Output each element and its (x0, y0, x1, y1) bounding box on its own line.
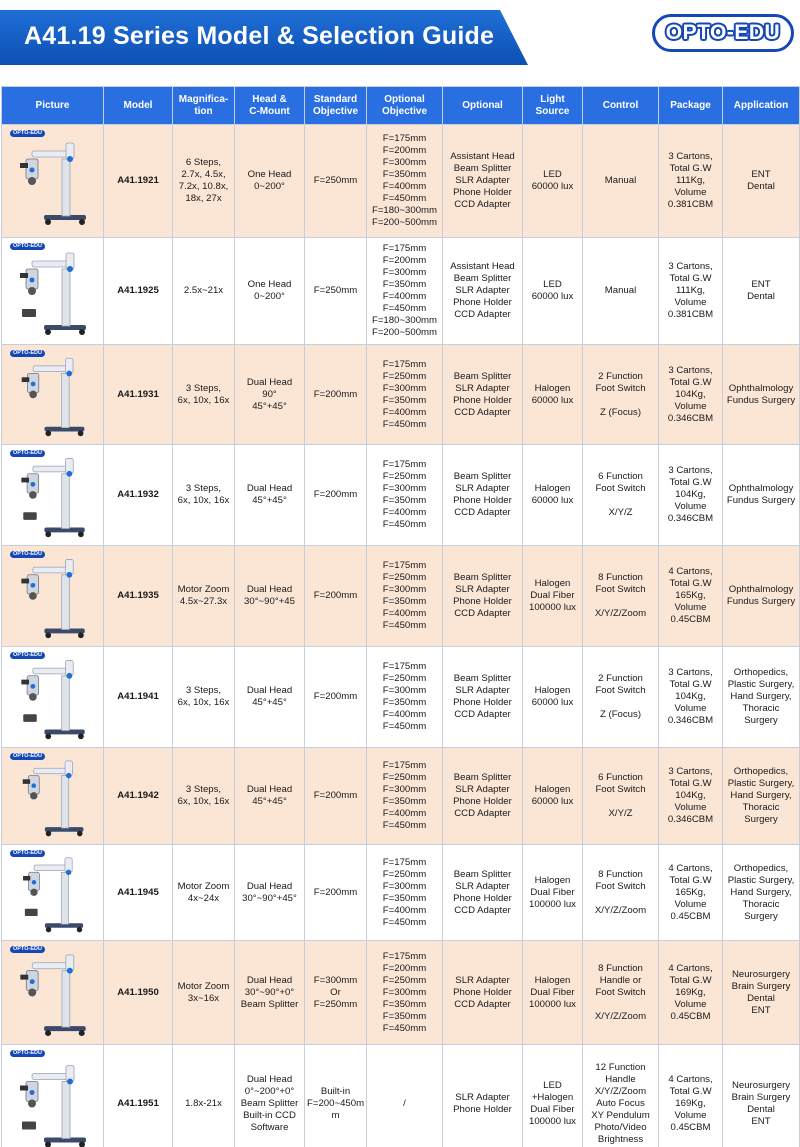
picture-cell (2, 345, 104, 445)
optional-objective-cell: F=175mm F=250mm F=300mm F=350mm F=400mm F=450mm (367, 845, 443, 941)
table-row (2, 647, 800, 748)
microscope-image (4, 647, 104, 743)
optional-objective-cell: / (367, 1045, 443, 1147)
control-cell: 8 Function Foot Switch X/Y/Z/Zoom (583, 546, 659, 647)
model-cell: A41.1945 (104, 845, 173, 941)
column-header-model: Model (104, 87, 173, 125)
table-row (2, 125, 800, 238)
picture-wrap (4, 1045, 101, 1147)
head-cell: Dual Head 30°~90°+45 (235, 546, 305, 647)
head-cell: Dual Head 45°+45° (235, 445, 305, 546)
mini-logo: OPTO-EDU (10, 130, 45, 137)
picture-wrap (4, 941, 101, 1044)
light-source-cell: Halogen Dual Fiber 100000 lux (523, 941, 583, 1045)
application-cell: Neurosurgery Brain Surgery Dental ENT (723, 941, 800, 1045)
table-row (2, 345, 800, 445)
microscope-image (4, 748, 104, 840)
package-cell: 4 Cartons, Total G.W 165Kg, Volume 0.45CBM (659, 845, 723, 941)
table-row (2, 748, 800, 845)
model-cell: A41.1950 (104, 941, 173, 1045)
optional-objective-cell: F=175mm F=250mm F=300mm F=350mm F=400mm F=450mm (367, 445, 443, 546)
application-cell: Ophthalmology Fundus Surgery (723, 445, 800, 546)
table-row (2, 238, 800, 345)
picture-wrap (4, 445, 101, 545)
package-cell: 3 Cartons, Total G.W 104Kg, Volume 0.346CBM (659, 445, 723, 546)
package-cell: 3 Cartons, Total G.W 104Kg, Volume 0.346CBM (659, 647, 723, 748)
mini-logo: OPTO-EDU (10, 946, 45, 953)
optional-cell: Beam Splitter SLR Adapter Phone Holder CCD Adapter (443, 546, 523, 647)
microscope-image (4, 941, 104, 1040)
light-source-cell: Halogen 60000 lux (523, 647, 583, 748)
microscope-image (4, 345, 104, 440)
package-cell: 3 Cartons, Total G.W 104Kg, Volume 0.346CBM (659, 748, 723, 845)
picture-cell (2, 1045, 104, 1147)
head-cell: Dual Head 45°+45° (235, 647, 305, 748)
application-cell: Orthopedics, Plastic Surgery, Hand Surgery, Thoracic Surgery (723, 647, 800, 748)
mini-logo: OPTO-EDU (10, 350, 45, 357)
standard-objective-cell: F=200mm (305, 845, 367, 941)
optional-objective-cell: F=175mm F=200mm F=300mm F=350mm F=400mm F=450mm F=180~300mm F=200~500mm (367, 238, 443, 345)
column-header-head-c-mount: Head & C-Mount (235, 87, 305, 125)
application-cell: Neurosurgery Brain Surgery Dental ENT (723, 1045, 800, 1147)
light-source-cell: Halogen Dual Fiber 100000 lux (523, 546, 583, 647)
head-cell: Dual Head 45°+45° (235, 748, 305, 845)
column-header-application: Application (723, 87, 800, 125)
optional-cell: SLR Adapter Phone Holder CCD Adapter (443, 941, 523, 1045)
magnification-cell: 3 Steps, 6x, 10x, 16x (173, 647, 235, 748)
picture-cell (2, 445, 104, 546)
package-cell: 4 Cartons, Total G.W 169Kg, Volume 0.45CBM (659, 1045, 723, 1147)
light-source-cell: LED 60000 lux (523, 125, 583, 238)
optional-cell: Assistant Head Beam Splitter SLR Adapter Phone Holder CCD Adapter (443, 125, 523, 238)
light-source-cell: Halogen Dual Fiber 100000 lux (523, 845, 583, 941)
model-cell: A41.1932 (104, 445, 173, 546)
magnification-cell: 3 Steps, 6x, 10x, 16x (173, 445, 235, 546)
application-cell: ENT Dental (723, 238, 800, 345)
head-cell: Dual Head 30°~90°+45° (235, 845, 305, 941)
magnification-cell: Motor Zoom 4x~24x (173, 845, 235, 941)
optional-objective-cell: F=175mm F=200mm F=250mm F=300mm F=350mm F=350mm F=450mm (367, 941, 443, 1045)
column-header-optional-objective: Optional Objective (367, 87, 443, 125)
model-cell: A41.1951 (104, 1045, 173, 1147)
mini-logo: OPTO-EDU (10, 850, 45, 857)
head-cell: Dual Head 90° 45°+45° (235, 345, 305, 445)
head-cell: One Head 0~200° (235, 238, 305, 345)
standard-objective-cell: F=250mm (305, 238, 367, 345)
column-header-light-source: Light Source (523, 87, 583, 125)
control-cell: 12 Function Handle X/Y/Z/Zoom Auto Focus XY Pendulum Photo/Video Brightness (583, 1045, 659, 1147)
control-cell: 8 Function Foot Switch X/Y/Z/Zoom (583, 845, 659, 941)
picture-wrap (4, 345, 101, 444)
column-header-control: Control (583, 87, 659, 125)
table-row (2, 845, 800, 941)
column-header-optional: Optional (443, 87, 523, 125)
column-header-standard-objective: Standard Objective (305, 87, 367, 125)
optional-objective-cell: F=175mm F=250mm F=300mm F=350mm F=400mm F=450mm (367, 647, 443, 748)
optional-objective-cell: F=175mm F=250mm F=300mm F=350mm F=400mm F=450mm (367, 345, 443, 445)
picture-wrap (4, 125, 101, 237)
application-cell: Ophthalmology Fundus Surgery (723, 546, 800, 647)
magnification-cell: 2.5x~21x (173, 238, 235, 345)
light-source-cell: LED +Halogen Dual Fiber 100000 lux (523, 1045, 583, 1147)
standard-objective-cell: F=200mm (305, 647, 367, 748)
standard-objective-cell: F=200mm (305, 345, 367, 445)
optional-objective-cell: F=175mm F=200mm F=300mm F=350mm F=400mm F=450mm F=180~300mm F=200~500mm (367, 125, 443, 238)
control-cell: 6 Function Foot Switch X/Y/Z (583, 445, 659, 546)
package-cell: 3 Cartons, Total G.W 104Kg, Volume 0.346CBM (659, 345, 723, 445)
picture-wrap (4, 546, 101, 646)
picture-wrap (4, 845, 101, 940)
optional-cell: SLR Adapter Phone Holder (443, 1045, 523, 1147)
mini-logo: OPTO-EDU (10, 652, 45, 659)
light-source-cell: Halogen 60000 lux (523, 748, 583, 845)
mini-logo: OPTO-EDU (10, 450, 45, 457)
picture-cell (2, 845, 104, 941)
application-cell: ENT Dental (723, 125, 800, 238)
model-cell: A41.1942 (104, 748, 173, 845)
head-cell: One Head 0~200° (235, 125, 305, 238)
microscope-image (4, 1045, 104, 1147)
light-source-cell: LED 60000 lux (523, 238, 583, 345)
column-header-package: Package (659, 87, 723, 125)
microscope-image (4, 845, 104, 936)
mini-logo: OPTO-EDU (10, 753, 45, 760)
magnification-cell: Motor Zoom 4.5x~27.3x (173, 546, 235, 647)
optional-cell: Beam Splitter SLR Adapter Phone Holder CCD Adapter (443, 748, 523, 845)
control-cell: 8 Function Handle or Foot Switch X/Y/Z/Zoom (583, 941, 659, 1045)
package-cell: 3 Cartons, Total G.W 111Kg, Volume 0.381CBM (659, 125, 723, 238)
standard-objective-cell: Built-in F=200~450m m (305, 1045, 367, 1147)
magnification-cell: 6 Steps, 2.7x, 4.5x, 7.2x, 10.8x, 18x, 27x (173, 125, 235, 238)
package-cell: 4 Cartons, Total G.W 165Kg, Volume 0.45CBM (659, 546, 723, 647)
application-cell: Ophthalmology Fundus Surgery (723, 345, 800, 445)
picture-cell (2, 941, 104, 1045)
control-cell: Manual (583, 238, 659, 345)
logo-text: OPTO-EDU (665, 21, 781, 44)
standard-objective-cell: F=300mm Or F=250mm (305, 941, 367, 1045)
optional-objective-cell: F=175mm F=250mm F=300mm F=350mm F=400mm F=450mm (367, 546, 443, 647)
table-row (2, 445, 800, 546)
package-cell: 3 Cartons, Total G.W 111Kg, Volume 0.381CBM (659, 238, 723, 345)
microscope-image (4, 238, 104, 340)
picture-wrap (4, 647, 101, 747)
mini-logo: OPTO-EDU (10, 551, 45, 558)
picture-cell (2, 238, 104, 345)
model-cell: A41.1931 (104, 345, 173, 445)
head-cell: Dual Head 30°~90°+0° Beam Splitter (235, 941, 305, 1045)
table-row (2, 1045, 800, 1147)
microscope-image (4, 546, 104, 642)
optional-cell: Beam Splitter SLR Adapter Phone Holder CCD Adapter (443, 647, 523, 748)
table-row (2, 941, 800, 1045)
table-row (2, 546, 800, 647)
picture-wrap (4, 238, 101, 344)
picture-cell (2, 748, 104, 845)
standard-objective-cell: F=250mm (305, 125, 367, 238)
model-cell: A41.1921 (104, 125, 173, 238)
mini-logo: OPTO-EDU (10, 1050, 45, 1057)
picture-cell (2, 647, 104, 748)
column-header-magnification: Magnifica- tion (173, 87, 235, 125)
optional-cell: Beam Splitter SLR Adapter Phone Holder CCD Adapter (443, 845, 523, 941)
header-banner (0, 0, 800, 82)
magnification-cell: 3 Steps, 6x, 10x, 16x (173, 345, 235, 445)
picture-wrap (4, 748, 101, 844)
magnification-cell: 1.8x-21x (173, 1045, 235, 1147)
head-cell: Dual Head 0°~200°+0° Beam Splitter Built-in CCD Software (235, 1045, 305, 1147)
control-cell: 6 Function Foot Switch X/Y/Z (583, 748, 659, 845)
model-cell: A41.1941 (104, 647, 173, 748)
control-cell: Manual (583, 125, 659, 238)
picture-cell (2, 125, 104, 238)
optional-objective-cell: F=175mm F=250mm F=300mm F=350mm F=400mm F=450mm (367, 748, 443, 845)
magnification-cell: 3 Steps, 6x, 10x, 16x (173, 748, 235, 845)
standard-objective-cell: F=200mm (305, 445, 367, 546)
picture-cell (2, 546, 104, 647)
column-header-picture: Picture (2, 87, 104, 125)
light-source-cell: Halogen 60000 lux (523, 445, 583, 546)
package-cell: 4 Cartons, Total G.W 169Kg, Volume 0.45CBM (659, 941, 723, 1045)
model-cell: A41.1935 (104, 546, 173, 647)
mini-logo: OPTO-EDU (10, 243, 45, 250)
selection-guide-table (1, 86, 800, 1147)
model-cell: A41.1925 (104, 238, 173, 345)
page-title: A41.19 Series Model & Selection Guide (24, 22, 495, 50)
microscope-image (4, 445, 104, 541)
table-header-row (2, 87, 800, 125)
application-cell: Orthopedics, Plastic Surgery, Hand Surgery, Thoracic Surgery (723, 748, 800, 845)
standard-objective-cell: F=200mm (305, 546, 367, 647)
light-source-cell: Halogen 60000 lux (523, 345, 583, 445)
optional-cell: Beam Splitter SLR Adapter Phone Holder CCD Adapter (443, 345, 523, 445)
opto-edu-logo (652, 14, 794, 52)
application-cell: Orthopedics, Plastic Surgery, Hand Surgery, Thoracic Surgery (723, 845, 800, 941)
magnification-cell: Motor Zoom 3x~16x (173, 941, 235, 1045)
standard-objective-cell: F=200mm (305, 748, 367, 845)
optional-cell: Assistant Head Beam Splitter SLR Adapter Phone Holder CCD Adapter (443, 238, 523, 345)
control-cell: 2 Function Foot Switch Z (Focus) (583, 647, 659, 748)
control-cell: 2 Function Foot Switch Z (Focus) (583, 345, 659, 445)
microscope-image (4, 125, 104, 233)
optional-cell: Beam Splitter SLR Adapter Phone Holder CCD Adapter (443, 445, 523, 546)
